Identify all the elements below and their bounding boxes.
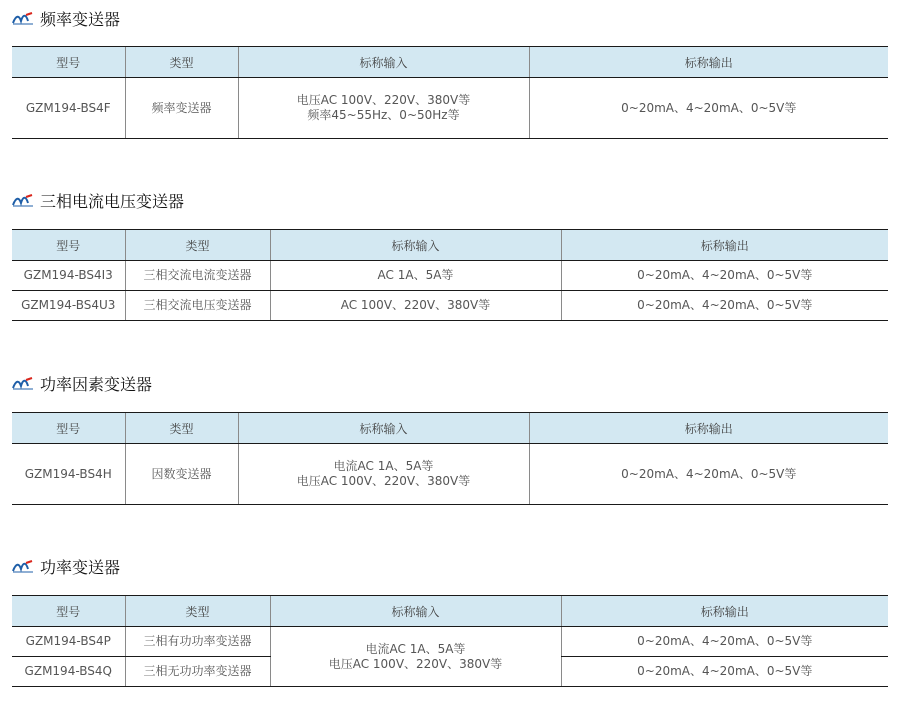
- company-logo-icon: [12, 559, 34, 573]
- header-output: 标称输出: [561, 230, 888, 261]
- cell-model: GZM194-BS4F: [12, 78, 125, 139]
- table-header-row: [12, 47, 888, 78]
- company-logo-icon: [12, 193, 34, 207]
- section-power: [12, 556, 888, 691]
- header-type: 类型: [125, 413, 238, 444]
- cell-output: 0~20mA、4~20mA、0~5V等: [529, 78, 888, 139]
- section-title-text: 功率因素变送器: [40, 374, 153, 394]
- cell-output: 0~20mA、4~20mA、0~5V等: [529, 444, 888, 505]
- cell-model: GZM194-BS4P: [12, 627, 125, 657]
- section-title: [12, 556, 120, 576]
- cell-output: 0~20mA、4~20mA、0~5V等: [561, 261, 888, 291]
- cell-type: 三相有功功率变送器: [125, 627, 270, 657]
- header-input: 标称输入: [238, 47, 529, 78]
- header-input: 标称输入: [238, 413, 529, 444]
- header-model: 型号: [12, 47, 125, 78]
- table-row: [12, 291, 888, 321]
- company-logo-icon: [12, 11, 34, 25]
- input-line: 电压AC 100V、220V、380V等: [296, 474, 471, 488]
- header-output: 标称输出: [529, 47, 888, 78]
- header-type: 类型: [125, 47, 238, 78]
- section-three-phase: [12, 190, 888, 325]
- spec-table: [12, 229, 888, 321]
- section-title-text: 三相电流电压变送器: [40, 191, 185, 211]
- header-output: 标称输出: [561, 596, 888, 627]
- cell-output: 0~20mA、4~20mA、0~5V等: [561, 657, 888, 687]
- cell-output: 0~20mA、4~20mA、0~5V等: [561, 291, 888, 321]
- table-row: [12, 261, 888, 291]
- cell-input: [238, 444, 529, 505]
- cell-type: 三相无功功率变送器: [125, 657, 270, 687]
- section-title-text: 频率变送器: [40, 9, 121, 29]
- table-header-row: [12, 413, 888, 444]
- cell-type: 三相交流电压变送器: [125, 291, 270, 321]
- table-row: [12, 78, 888, 139]
- cell-input: [270, 627, 561, 687]
- section-title: [12, 373, 152, 393]
- input-line: 电压AC 100V、220V、380V等: [328, 656, 503, 671]
- section-title: [12, 190, 184, 210]
- company-logo-icon: [12, 376, 34, 390]
- section-frequency: [12, 8, 888, 143]
- input-line: 电压AC 100V、220V、380V等: [296, 93, 471, 107]
- input-line: 频率45~55Hz、0~50Hz等: [307, 108, 460, 122]
- cell-type: 三相交流电流变送器: [125, 261, 270, 291]
- cell-output: 0~20mA、4~20mA、0~5V等: [561, 627, 888, 657]
- cell-model: GZM194-BS4H: [12, 444, 125, 505]
- cell-model: GZM194-BS4U3: [12, 291, 125, 321]
- header-output: 标称输出: [529, 413, 888, 444]
- table-row: [12, 627, 888, 657]
- table-header-row: [12, 230, 888, 261]
- cell-input: AC 100V、220V、380V等: [270, 291, 561, 321]
- header-type: 类型: [125, 596, 270, 627]
- cell-model: GZM194-BS4Q: [12, 657, 125, 687]
- cell-input: [238, 78, 529, 139]
- spec-table: [12, 46, 888, 139]
- cell-input: AC 1A、5A等: [270, 261, 561, 291]
- header-input: 标称输入: [270, 596, 561, 627]
- header-model: 型号: [12, 230, 125, 261]
- cell-type: 因数变送器: [125, 444, 238, 505]
- header-input: 标称输入: [270, 230, 561, 261]
- section-power-factor: [12, 373, 888, 508]
- cell-model: GZM194-BS4I3: [12, 261, 125, 291]
- cell-type: 频率变送器: [125, 78, 238, 139]
- header-model: 型号: [12, 596, 125, 627]
- spec-table: [12, 595, 888, 687]
- spec-table: [12, 412, 888, 505]
- header-model: 型号: [12, 413, 125, 444]
- table-row: [12, 444, 888, 505]
- table-header-row: [12, 596, 888, 627]
- section-title: [12, 8, 120, 28]
- section-title-text: 功率变送器: [40, 557, 121, 577]
- input-line: 电流AC 1A、5A等: [365, 641, 466, 656]
- input-line: 电流AC 1A、5A等: [333, 459, 434, 473]
- header-type: 类型: [125, 230, 270, 261]
